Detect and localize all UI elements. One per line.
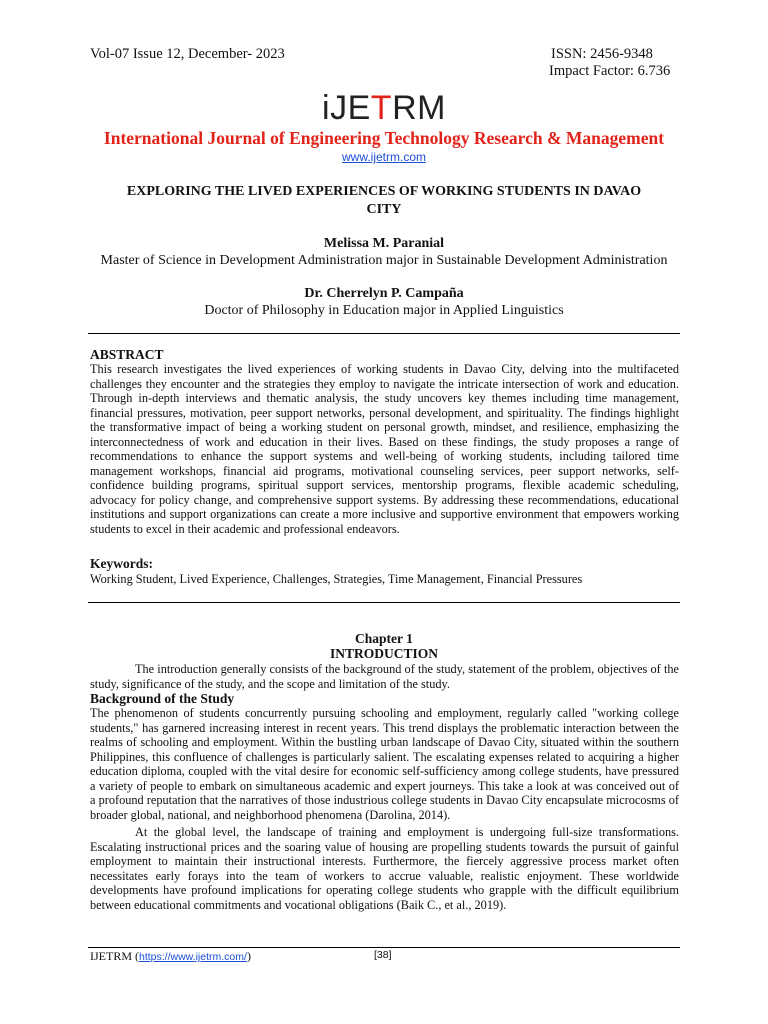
- footer-close: ): [246, 949, 251, 963]
- section-heading: Background of the Study: [90, 691, 235, 706]
- footer-label: IJETRM (: [90, 949, 139, 963]
- logo-suffix: RM: [392, 89, 446, 127]
- impact-factor: Impact Factor: 6.736: [549, 63, 671, 79]
- page-number: [38]: [374, 949, 392, 961]
- author-2-affiliation: Doctor of Philosophy in Education major in Applied Linguistics: [204, 303, 564, 318]
- keywords-heading: Keywords:: [90, 556, 153, 571]
- abstract-text: This research investigates the lived experiences of working students in Davao City, delving into the multifaceted challenges they encounter and the strategies they employ to navigate the intricate intersection of work and education. Through in-depth interviews and thematic analysis, the study uncovers key themes including time management, financial pressures, motivation, peer support networks, personal development, and spirituality. The findings highlight the transformative impact of being a working student on personal growth, mindset, and resilience, emphasizing the interconnectedness of work and education in their lives. Based on these findings, the study proposes a range of recommendations to enhance the support systems and well-being of working students, including tailored time management workshops, financial aid programs, motivational counseling services, peer support networks, self-confidence building programs, spiritual support services, mentorship programs, flexible academic scheduling, advocacy for policy change, and comprehensive support systems. By addressing these recommendations, educational institutions and support organizations can create a more inclusive and supportive environment that empowers working students to excel in their academic and professional endeavors.: [90, 362, 679, 536]
- title-line-2: CITY: [366, 202, 402, 217]
- logo-prefix: iJE: [322, 89, 371, 127]
- title-line-1: EXPLORING THE LIVED EXPERIENCES OF WORKING STUDENTS IN DAVAO: [126, 184, 642, 199]
- logo-accent: T: [370, 89, 393, 127]
- footer-journal: [90, 949, 251, 964]
- author-2-name: Dr. Cherrelyn P. Campaña: [304, 286, 464, 301]
- keywords-text: Working Student, Lived Experience, Challenges, Strategies, Time Management, Financial Pressures: [90, 572, 583, 586]
- paper-title: [100, 183, 668, 219]
- issn: ISSN: 2456-9348: [551, 46, 653, 62]
- abstract-heading: ABSTRACT: [90, 347, 164, 362]
- footer-link[interactable]: https://www.ijetrm.com/: [139, 951, 247, 963]
- author-1-name: Melissa M. Paranial: [323, 236, 445, 251]
- journal-website-link[interactable]: www.ijetrm.com: [341, 150, 426, 164]
- background-paragraph-2: At the global level, the landscape of training and employment is undergoing full-size transformations. Escalating instructional prices and the soaring value of housing are propelling students towards the pursuit of gainful employment to maintain their instructional interests. Furthermore, the fiercely aggressive process market often necessitates early forays into the team of workers to accrue valuable, realistic enjoyment. These worldwide developments have profound implications for operating college students who grapple with the difficult equilibrium between educational commitments and vocational obligations (Baik C., et al., 2019).: [90, 825, 679, 912]
- issn-block: [551, 46, 670, 80]
- author-1-affiliation: Master of Science in Development Administration major in Sustainable Development Administration: [100, 253, 668, 268]
- footer-divider: [88, 947, 680, 948]
- divider: [88, 333, 680, 334]
- volume-issue: Vol-07 Issue 12, December- 2023: [90, 46, 285, 62]
- chapter-intro: The introduction generally consists of the background of the study, statement of the problem, objectives of the study, significance of the study, and the scope and limitation of the study.: [90, 662, 679, 691]
- journal-logo: [0, 90, 768, 126]
- chapter-number: Chapter 1: [355, 631, 413, 646]
- chapter-title: INTRODUCTION: [329, 646, 438, 661]
- divider: [88, 602, 680, 603]
- background-paragraph-1: The phenomenon of students concurrently pursuing schooling and employment, regularly called "working college students," has garnered increasing interest in recent years. This trend displays the problematic interaction between the realms of schooling and employment. Within the bustling urban landscape of Davao City, situated within the southern Philippines, this confluence of challenges is particularly salient. The escalating expenses related to acquiring a higher education diploma, coupled with the vital desire for economic self-sufficiency among college students, have pressured a variety of people to embark on simultaneous academic and expert journeys. This take a look at was conceived out of a profound reputation that the narratives of those industrious college students in Davao City encapsulate microcosms of broader global, national, and neighborhood phenomena (Darolina, 2014).: [90, 706, 679, 822]
- journal-name: International Journal of Engineering Technology Research & Management: [103, 128, 665, 148]
